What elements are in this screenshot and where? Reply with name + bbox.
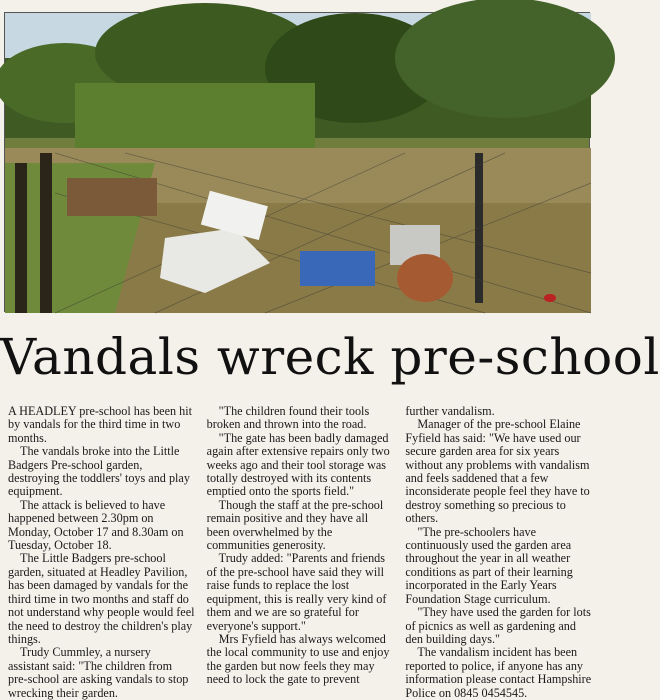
- paragraph: The vandals broke into the Little Badgers Pre-school garden, destroying the toddlers' toys and play equipment.: [8, 444, 190, 499]
- paragraph: further vandalism.: [405, 404, 495, 418]
- paragraph: Though the staff at the pre-school remain positive and they have all been overwhelmed by the communities generosity.: [206, 497, 384, 553]
- paragraph: The attack is believed to have happened between 2.30pm on Monday, October 17 and 8.30am on Tuesday, October 18.: [8, 497, 184, 553]
- paragraph: Trudy Cummley, a nursery assistant said: "The children from pre-school are asking vandals to stop wrecking their garden.: [8, 645, 189, 700]
- paragraph: "The gate has been badly damaged again after extensive repairs only two weeks ago and their tool storage was totally destroyed with its contents emptied onto the sports field.": [206, 430, 390, 499]
- paragraph: The Little Badgers pre-school garden, situated at Headley Pavilion, has been damaged by vandals for the third time in two months and staff do not understand why people would feel the need to destroy the children's play things.: [8, 551, 195, 646]
- paragraph: "They have used the garden for lots of picnics as well as gardening and den building days.": [405, 605, 591, 646]
- column-3: [405, 404, 592, 700]
- vandalised-garden-photo: [5, 13, 591, 313]
- paragraph: The vandalism incident has been reported to police, if anyone has any information please contact Hampshire Police on 0845 0454545.: [405, 645, 592, 700]
- paragraph: A HEADLEY pre-school has been hit by vandals for the third time in two months.: [8, 404, 193, 445]
- article-body: [8, 404, 592, 700]
- paragraph: Manager of the pre-school Elaine Fyfield has said: "We have used our secure garden area for six years without any problems with vandalism and feels saddened that a few inconsiderate people feel they have to destroy something so precious to others.: [405, 417, 590, 526]
- paragraph: "The children found their tools broken and thrown into the road.: [206, 404, 370, 432]
- paragraph: Mrs Fyfield has always welcomed the local community to use and enjoy the garden but now feels they may need to lock the gate to prevent: [206, 631, 390, 687]
- column-1: [8, 404, 195, 700]
- paragraph: "The pre-schoolers have continuously used the garden area throughout the year in all weather conditions as part of their learning incorporated in the Early Years Foundation Stage curriculum.: [405, 524, 573, 606]
- column-2: [206, 404, 394, 687]
- article-photo: [4, 12, 590, 312]
- headline: Vandals wreck pre-school: [0, 328, 660, 386]
- paragraph: Trudy added: "Parents and friends of the pre-school have said they will raise funds to replace the lost equipment, this is really very kind of them and we are so grateful for everyone's support.": [206, 551, 387, 633]
